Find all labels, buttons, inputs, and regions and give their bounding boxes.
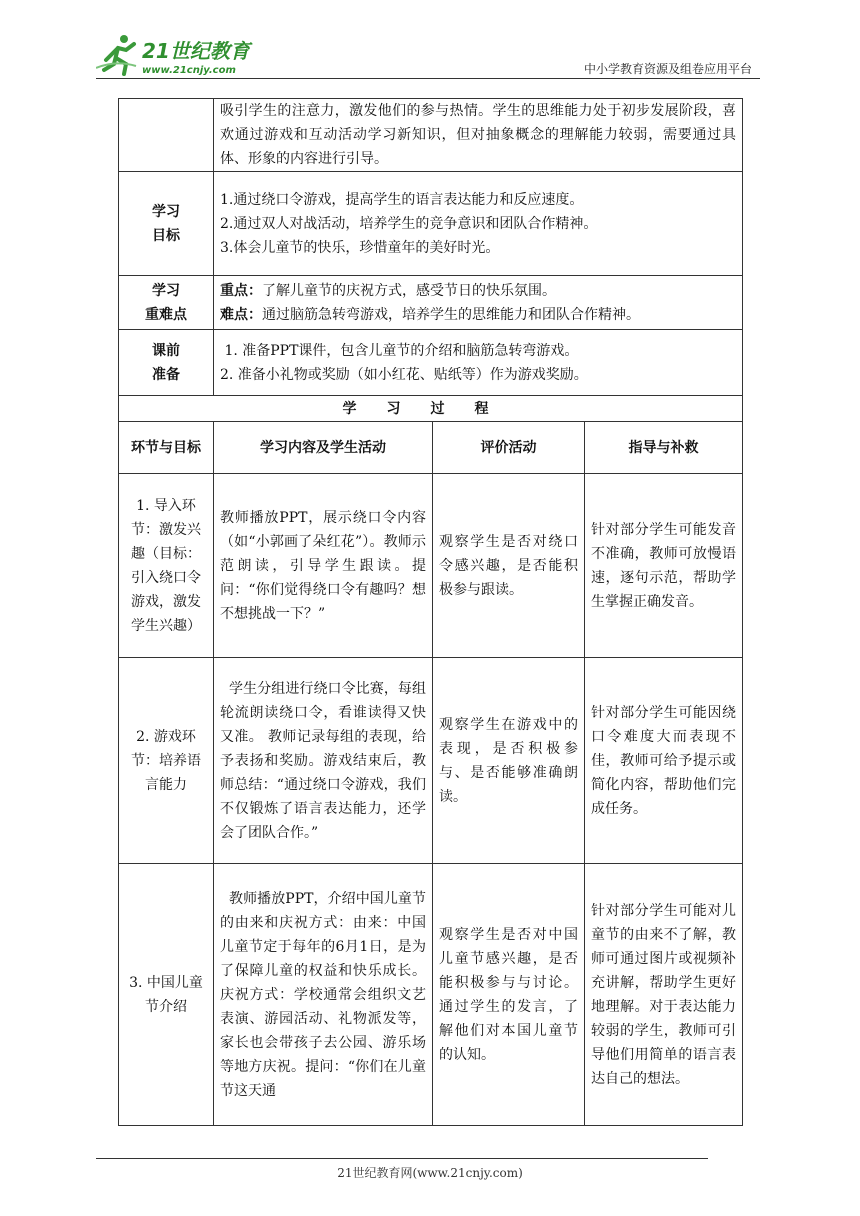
table-row [119, 172, 743, 276]
prep-label: 课前 准备 [119, 330, 214, 396]
goal-item: 3.体会儿童节的快乐，珍惜童年的美好时光。 [220, 239, 500, 256]
keypoints-label: 学习 重难点 [119, 276, 214, 330]
header-divider [96, 78, 760, 79]
table-row [119, 864, 743, 1126]
diff-label: 难点： [220, 306, 262, 323]
logo-text: 21世纪教育 [142, 39, 250, 63]
table-row [119, 396, 743, 422]
content-cell: 学生分组进行绕口令比赛，每组轮流朗读绕口令，看谁读得又快又准。 教师记录每组的表现，给予表扬和奖励。游戏结束后，教师总结：“通过绕口令游戏，我们不仅锻炼了语言表达能力，还学会了团队合作。” [214, 658, 433, 864]
content-cell: 教师播放PPT，介绍中国儿童节的由来和庆祝方式：由来：中国儿童节定于每年的6月1日，是为了保障儿童的权益和快乐成长。庆祝方式：学校通常会组织文艺表演、游园活动、礼物派发等，家长也会带孩子去公园、游乐场等地方庆祝。提问：“你们在儿童节这天通 [214, 864, 433, 1126]
page-header [96, 30, 760, 80]
eval-cell: 观察学生是否对中国儿童节感兴趣，是否能积极参与与讨论。通过学生的发言，了解他们对本国儿童节的认知。 [433, 864, 585, 1126]
key-text: 了解儿童节的庆祝方式，感受节日的快乐氛围。 [262, 282, 556, 299]
footer-divider [96, 1158, 708, 1159]
table-row [119, 276, 743, 330]
stage-cell: 1. 导入环节：激发兴趣（目标：引入绕口令游戏，激发学生兴趣） [119, 474, 214, 658]
stage-cell: 2. 游戏环节：培养语言能力 [119, 658, 214, 864]
logo-url: www.21cnjy.com [142, 65, 236, 76]
column-header-row [119, 422, 743, 474]
prep-item: 1. 准备PPT课件，包含儿童节的介绍和脑筋急转弯游戏。 [220, 342, 579, 359]
empty-label [119, 99, 214, 172]
table-row [119, 99, 743, 172]
process-title: 学习过程 [119, 396, 743, 422]
guide-cell: 针对部分学生可能发音不准确，教师可放慢语速，逐句示范，帮助学生掌握正确发音。 [585, 474, 743, 658]
guide-cell: 针对部分学生可能对儿童节的由来不了解，教师可通过图片或视频补充讲解，帮助学生更好地理解。对于表达能力较弱的学生，教师可引导他们用简单的语言表达自己的想法。 [585, 864, 743, 1126]
col-header-content: 学习内容及学生活动 [214, 422, 433, 474]
keypoints-content [214, 276, 743, 330]
eval-cell: 观察学生是否对绕口令感兴趣，是否能积极参与跟读。 [433, 474, 585, 658]
eval-cell: 观察学生在游戏中的表现，是否积极参与、是否能够准确朗读。 [433, 658, 585, 864]
goals-content [214, 172, 743, 276]
platform-name: 中小学教育资源及组卷应用平台 [583, 62, 752, 76]
goals-label: 学习 目标 [119, 172, 214, 276]
col-header-eval: 评价活动 [433, 422, 585, 474]
intro-cont: 吸引学生的注意力，激发他们的参与热情。学生的思维能力处于初步发展阶段，喜欢通过游戏和互动活动学习新知识，但对抽象概念的理解能力较弱，需要通过具体、形象的内容进行引导。 [214, 99, 743, 172]
goal-item: 2.通过双人对战活动，培养学生的竞争意识和团队合作精神。 [220, 215, 598, 232]
footer-text: 21世纪教育网(www.21cnjy.com) [337, 1166, 523, 1180]
diff-text: 通过脑筋急转弯游戏，培养学生的思维能力和团队合作精神。 [262, 306, 640, 323]
key-label: 重点： [220, 282, 262, 299]
prep-content [214, 330, 743, 396]
table-row [119, 330, 743, 396]
prep-item: 2. 准备小礼物或奖励（如小红花、贴纸等）作为游戏奖励。 [220, 366, 588, 383]
table-row [119, 658, 743, 864]
runner-icon [96, 35, 136, 74]
stage-cell: 3. 中国儿童节介绍 [119, 864, 214, 1126]
content-cell: 教师播放PPT，展示绕口令内容（如“小郭画了朵红花”）。教师示范朗读，引导学生跟读。提问：“你们觉得绕口令有趣吗？想不想挑战一下？” [214, 474, 433, 658]
lesson-plan-table [118, 98, 743, 1126]
col-header-stage: 环节与目标 [119, 422, 214, 474]
table-row [119, 474, 743, 658]
guide-cell: 针对部分学生可能因绕口令难度大而表现不佳，教师可给予提示或简化内容，帮助他们完成任务。 [585, 658, 743, 864]
goal-item: 1.通过绕口令游戏，提高学生的语言表达能力和反应速度。 [220, 191, 584, 208]
logo [96, 30, 266, 78]
col-header-guide: 指导与补救 [585, 422, 743, 474]
